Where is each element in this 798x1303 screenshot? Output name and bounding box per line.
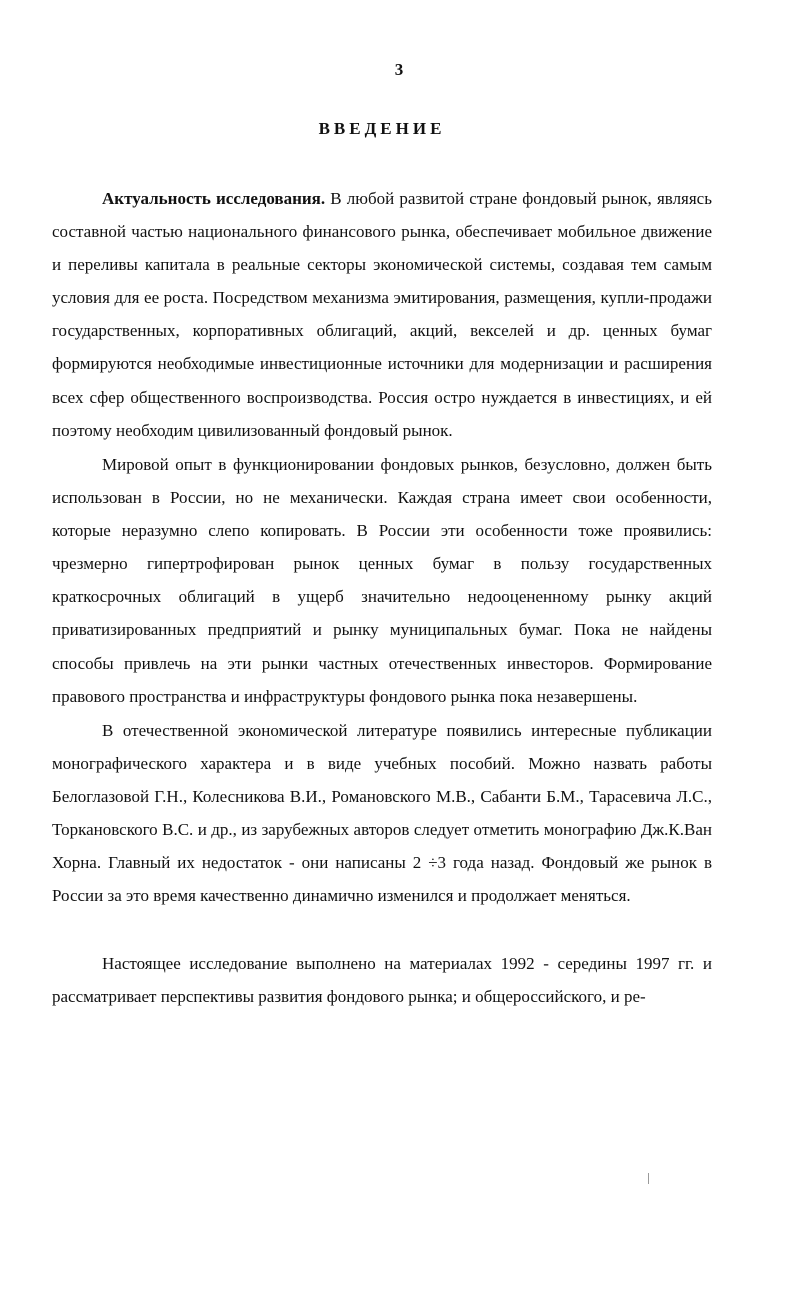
section-heading: ВВЕДЕНИЕ — [318, 119, 446, 138]
paragraph-literature — [52, 714, 712, 913]
paragraph-text: В отечественной экономической литературе появились интересные публикации монографического характера и в виде учебных пособий. Можно назвать работы Белоглазовой Г.Н., Колесникова В.И., Романовского М.В., Сабанти Б.М., Тарасевича Л.С., Торкановского В.С. и др., из зарубежных авторов следует отметить монографию Дж.К.Ван Хорна. Главный их недостаток - они написаны 2 ÷3 года назад. Фондовый же рынок в России за это время качественно динамично изменился и продолжает меняться. — [52, 721, 712, 906]
scan-mark — [648, 1173, 649, 1184]
paragraph-scope — [52, 947, 712, 1013]
paragraph-text: Мировой опыт в функционировании фондовых рынков, безусловно, должен быть использован в России, но не механически. Каждая страна имеет свои особенности, которые неразумно слепо копировать. В России эти особенности тоже проявились: чрезмерно гипертрофирован рынок ценных бумаг в пользу государственных краткосрочных облигаций в ущерб значительно недооцененному рынку акций приватизированных предприятий и рынку муниципальных бумаг. Пока не найдены способы привлечь на эти рынки частных отечественных инвесторов. Формирование правового пространства и инфраструктуры фондового рынка пока незавершены. — [52, 455, 712, 706]
paragraph-text: Настоящее исследование выполнено на материалах 1992 - середины 1997 гг. и рассматривает перспективы развития фондового рынка; и общероссийского, и ре- — [52, 954, 712, 1007]
page-number: 3 — [394, 60, 404, 79]
paragraph-text: В любой развитой стране фондовый рынок, являясь составной частью национального финансового рынка, обеспечивает мобильное движение и переливы капитала в реальные секторы экономической системы, создавая тем самым условия для ее роста. Посредством механизма эмитирования, размещения, купли-продажи государственных, корпоративных облигаций, акций, векселей и др. ценных бумаг формируются необходимые инвестиционные источники для модернизации и расширения всех сфер общественного воспроизводства. Россия остро нуждается в инвестициях, и ей поэтому необходим цивилизованный фондовый рынок. — [52, 189, 712, 440]
paragraph-lead: Актуальность исследования. — [102, 189, 326, 208]
paragraph-relevance — [52, 182, 712, 447]
paragraph-world-experience — [52, 448, 712, 713]
